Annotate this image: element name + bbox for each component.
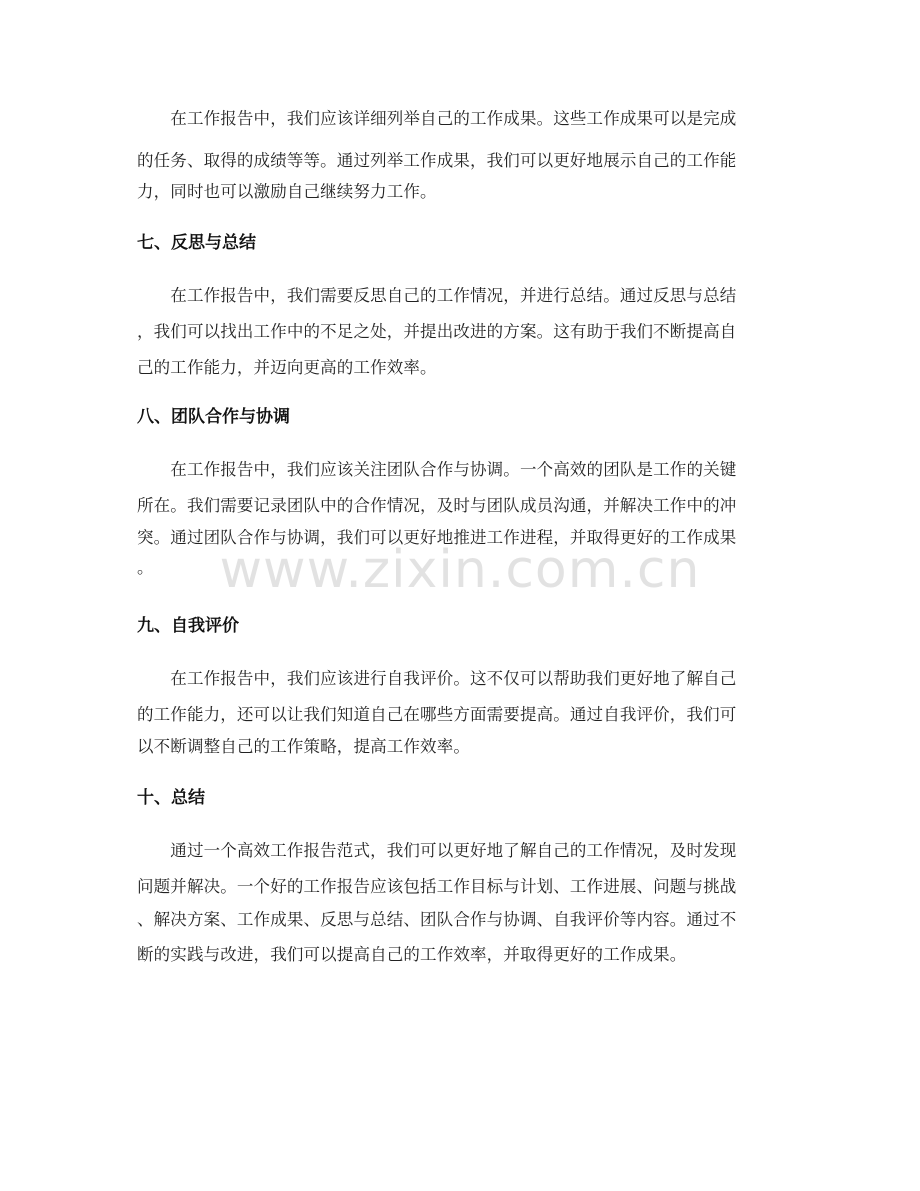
paragraph-line: 以不断调整自己的工作策略，提高工作效率。: [137, 737, 470, 756]
section-heading: 九、自我评价: [137, 616, 239, 636]
paragraph-line: 通过一个高效工作报告范式，我们可以更好地了解自己的工作情况，及时发现: [137, 841, 737, 860]
watermark: www.zixin.com.cn: [219, 540, 701, 600]
paragraph-line: 己的工作能力，并迈向更高的工作效率。: [137, 358, 437, 377]
paragraph-line: 、解决方案、工作成果、反思与总结、团队合作与协调、自我评价等内容。通过不: [137, 910, 737, 929]
paragraph-line: 在工作报告中，我们应该关注团队合作与协调。一个高效的团队是工作的关键: [137, 460, 737, 479]
paragraph-line: 在工作报告中，我们应该进行自我评价。这不仅可以帮助我们更好地了解自己: [137, 669, 737, 688]
paragraph-line: 突。通过团队合作与协调，我们可以更好地推进工作进程，并取得更好的工作成果: [137, 528, 737, 547]
paragraph-line: 。: [137, 558, 154, 577]
paragraph-line: 断的实践与改进，我们可以提高自己的工作效率，并取得更好的工作成果。: [137, 945, 687, 964]
paragraph-line: 的工作能力，还可以让我们知道自己在哪些方面需要提高。通过自我评价，我们可: [137, 705, 737, 724]
paragraph-line: 所在。我们需要记录团队中的合作情况，及时与团队成员沟通，并解决工作中的冲: [137, 496, 737, 515]
section-heading: 八、团队合作与协调: [137, 407, 290, 427]
paragraph-line: 问题并解决。一个好的工作报告应该包括工作目标与计划、工作进展、问题与挑战: [137, 877, 737, 896]
section-heading: 七、反思与总结: [137, 233, 256, 253]
paragraph-line: 力，同时也可以激励自己继续努力工作。: [137, 182, 437, 201]
paragraph-line: 在工作报告中，我们需要反思自己的工作情况，并进行总结。通过反思与总结: [137, 286, 737, 305]
paragraph-line: 在工作报告中，我们应该详细列举自己的工作成果。这些工作成果可以是完成: [137, 109, 737, 128]
paragraph-line: ，我们可以找出工作中的不足之处，并提出改进的方案。这有助于我们不断提高自: [137, 322, 737, 341]
paragraph-line: 的任务、取得的成绩等等。通过列举工作成果，我们可以更好地展示自己的工作能: [137, 151, 737, 170]
section-heading: 十、总结: [137, 788, 205, 808]
